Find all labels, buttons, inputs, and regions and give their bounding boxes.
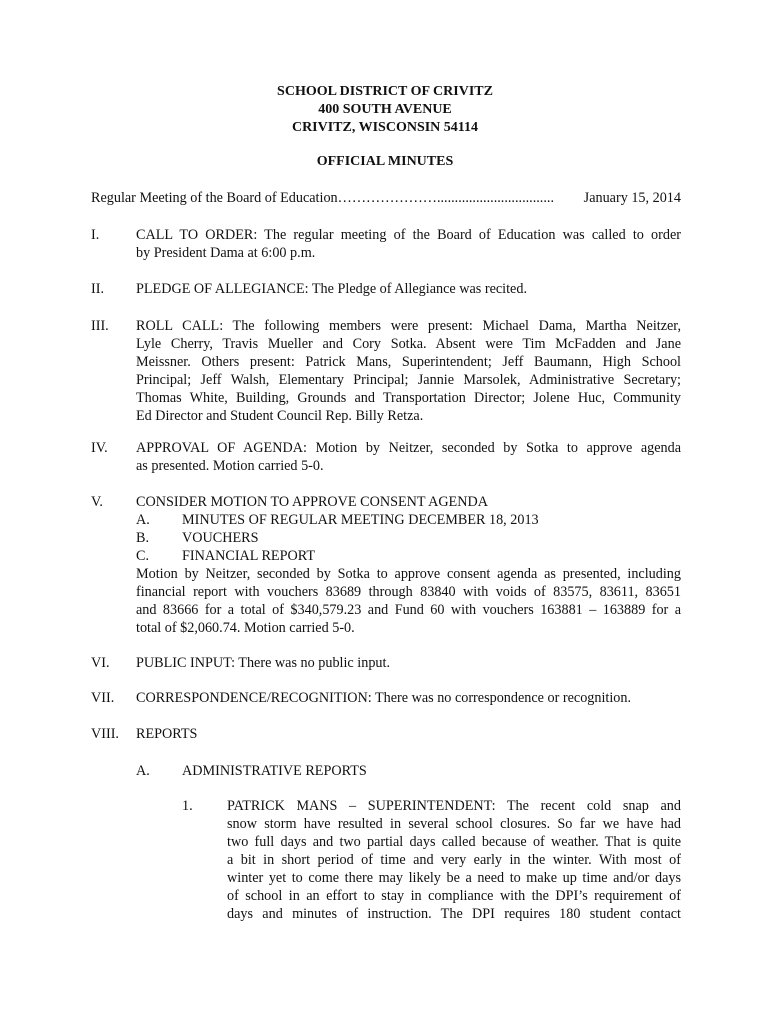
superintendent-report (227, 797, 681, 923)
text-line: REPORTS (136, 726, 198, 742)
text-line: Ed Director and Student Council Rep. Billy Retza. (136, 408, 424, 424)
text-line: CORRESPONDENCE/RECOGNITION: There was no correspondence or recognition. (136, 690, 632, 706)
text-line: Lyle Cherry, Travis Mueller and Cory Sotka. Absent were Tim McFadden and Jane (136, 336, 681, 352)
text-line: two full days and two partial days called because of weather. That is quite (227, 834, 681, 850)
sub-letter: A. (136, 512, 150, 528)
text-line: Principal; Jeff Walsh, Elementary Principal; Jannie Marsolek, Administrative Secretary; (136, 372, 681, 388)
text-line: by President Dama at 6:00 p.m. (136, 245, 316, 261)
section-pledge (136, 280, 681, 298)
section-number: V. (91, 494, 103, 510)
section-number: VI. (91, 655, 110, 671)
section-roll-call (136, 317, 681, 425)
text-line: PLEDGE OF ALLEGIANCE: The Pledge of Allegiance was recited. (136, 281, 527, 297)
sub-letter: B. (136, 530, 150, 546)
section-correspondence (136, 689, 681, 707)
text-line: total of $2,060.74. Motion carried 5-0. (136, 620, 355, 636)
text-line: CONSIDER MOTION TO APPROVE CONSENT AGENDA (136, 494, 488, 510)
district-city: CRIVITZ, WISCONSIN 54114 (291, 120, 479, 135)
document-title: OFFICIAL MINUTES (316, 154, 454, 169)
section-call-to-order (136, 226, 681, 262)
sub-item-financial-report: FINANCIAL REPORT (182, 548, 316, 564)
sub-item-vouchers: VOUCHERS (182, 530, 259, 546)
item-number: 1. (182, 798, 193, 814)
sub-letter: A. (136, 763, 150, 779)
text-line: APPROVAL OF AGENDA: Motion by Neitzer, seconded by Sotka to approve agenda (136, 440, 681, 456)
sub-letter: C. (136, 548, 150, 564)
text-line: as presented. Motion carried 5-0. (136, 458, 324, 474)
text-line: and 83666 for a total of $340,579.23 and Fund 60 with vouchers 163881 – 163889 for a (136, 602, 681, 618)
text-line: PUBLIC INPUT: There was no public input. (136, 655, 390, 671)
text-line: PATRICK MANS – SUPERINTENDENT: The recent cold snap and (227, 798, 681, 814)
section-number: VII. (91, 690, 115, 706)
meeting-label: Regular Meeting of the Board of Education…………………................................. (91, 190, 554, 206)
district-address: 400 SOUTH AVENUE (318, 102, 452, 117)
section-consent-agenda-motion (136, 565, 681, 637)
section-number: III. (91, 318, 109, 334)
text-line: Thomas White, Building, Grounds and Transportation Director; Jolene Huc, Community (136, 390, 681, 406)
section-number: I. (91, 227, 100, 243)
text-line: financial report with vouchers 83689 through 83840 with voids of 83575, 83611, 83651 (136, 584, 681, 600)
text-line: CALL TO ORDER: The regular meeting of the Board of Education was called to order (136, 227, 681, 243)
section-approval-agenda (136, 439, 681, 475)
text-line: Motion by Neitzer, seconded by Sotka to approve consent agenda as presented, including (136, 566, 681, 582)
section-number: VIII. (91, 726, 119, 742)
text-line: days and minutes of instruction. The DPI requires 180 student contact (227, 906, 681, 922)
section-number: II. (91, 281, 104, 297)
text-line: Meissner. Others present: Patrick Mans, Superintendent; Jeff Baumann, High School (136, 354, 681, 370)
section-reports (136, 725, 681, 743)
section-consent-agenda-title (136, 493, 681, 511)
section-public-input (136, 654, 681, 672)
text-line: of school in an effort to stay in compliance with the DPI’s requirement of (227, 888, 681, 904)
text-line: snow storm have resulted in several school closures. So far we have had (227, 816, 681, 832)
text-line: ROLL CALL: The following members were present: Michael Dama, Martha Neitzer, (136, 318, 681, 334)
district-name: SCHOOL DISTRICT OF CRIVITZ (277, 84, 493, 99)
section-number: IV. (91, 440, 108, 456)
text-line: a bit in short period of time and very early in the winter. With most of (227, 852, 681, 868)
meeting-line (91, 189, 681, 207)
sub-item-minutes: MINUTES OF REGULAR MEETING DECEMBER 18, 2013 (182, 512, 539, 528)
meeting-date: January 15, 2014 (583, 190, 681, 206)
text-line: winter yet to come there may likely be a need to make up time and/or days (227, 870, 681, 886)
administrative-reports-title: ADMINISTRATIVE REPORTS (182, 763, 367, 779)
